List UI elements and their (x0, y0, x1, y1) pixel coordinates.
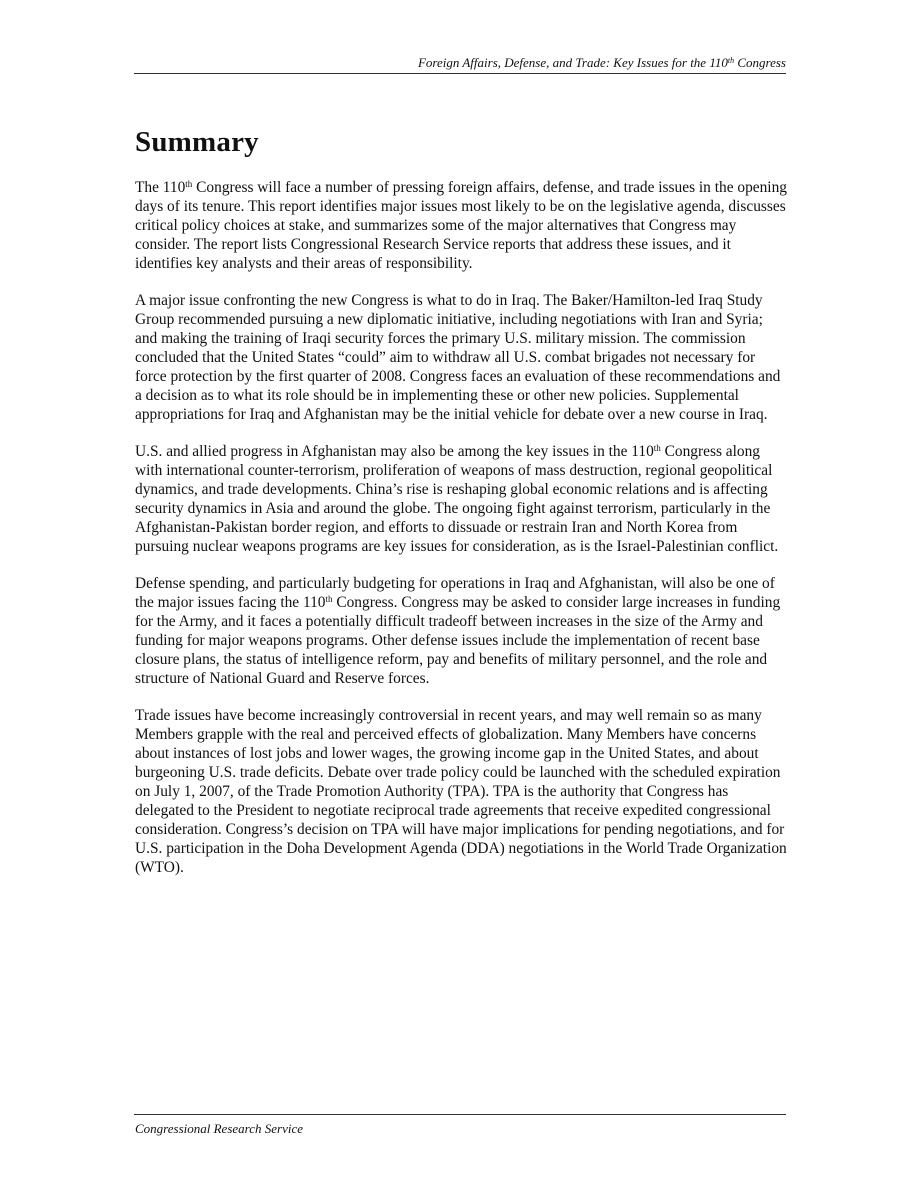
summary-body (135, 178, 787, 895)
running-header (134, 55, 786, 74)
paragraph-overview: The 110th Congress will face a number of pressing foreign affairs, defense, and trade issues in the opening days of its tenure. This report identifies major issues most likely to be on the legislative agenda, discusses critical policy choices at stake, and summarizes some of the major alternatives that Congress may consider. The report lists Congressional Research Service reports that address these issues, and it identifies key analysts and their areas of responsibility. (135, 179, 787, 272)
paragraph-iraq: A major issue confronting the new Congress is what to do in Iraq. The Baker/Hamilton-led Iraq Study Group recommended pursuing a new diplomatic initiative, including negotiations with Iran and Syria; and making the training of Iraqi security forces the primary U.S. military mission. The commission concluded that the United States “could” aim to withdraw all U.S. combat brigades not necessary for force protection by the first quarter of 2008. Congress faces an evaluation of these recommendations and a decision as to what its role should be in implementing these or other new policies. Supplemental appropriations for Iraq and Afghanistan may be the initial vehicle for debate over a new course in Iraq. (135, 292, 781, 423)
paragraph-trade: Trade issues have become increasingly controversial in recent years, and may well remain so as many Members grapple with the real and perceived effects of globalization. Many Members have concerns about instances of lost jobs and lower wages, the growing income gap in the United States, and about burgeoning U.S. trade deficits. Debate over trade policy could be launched with the scheduled expiration on July 1, 2007, of the Trade Promotion Authority (TPA). TPA is the authority that Congress has delegated to the President to negotiate reciprocal trade agreements that receive expedited congressional consideration. Congress’s decision on TPA will have major implications for pending negotiations, and for U.S. participation in the Doha Development Agenda (DDA) negotiations in the World Trade Organization (WTO). (135, 707, 787, 876)
paragraph-afghanistan: U.S. and allied progress in Afghanistan may also be among the key issues in the 110th Congress along with international counter-terrorism, proliferation of weapons of mass destruction, regional geopolitical dynamics, and trade developments. China’s rise is reshaping global economic relations and is affecting security dynamics in Asia and around the globe. The ongoing fight against terrorism, particularly in the Afghanistan-Pakistan border region, and efforts to dissuade or restrain Iran and North Korea from pursuing nuclear weapons programs are key issues for consideration, as is the Israel-Palestinian conflict. (135, 443, 779, 555)
paragraph-defense: Defense spending, and particularly budgeting for operations in Iraq and Afghanistan, will also be one of the major issues facing the 110th Congress. Congress may be asked to consider large increases in funding for the Army, and it faces a potentially difficult tradeoff between increases in the size of the Army and funding for major weapons programs. Other defense issues include the implementation of recent base closure plans, the status of intelligence reform, pay and benefits of military personnel, and the role and structure of National Guard and Reserve forces. (135, 575, 781, 687)
page-footer (134, 1114, 786, 1137)
footer-source: Congressional Research Service (135, 1121, 303, 1136)
running-title: Foreign Affairs, Defense, and Trade: Key Issues for the 110th Congress (417, 55, 786, 70)
section-title: Summary (135, 126, 259, 158)
